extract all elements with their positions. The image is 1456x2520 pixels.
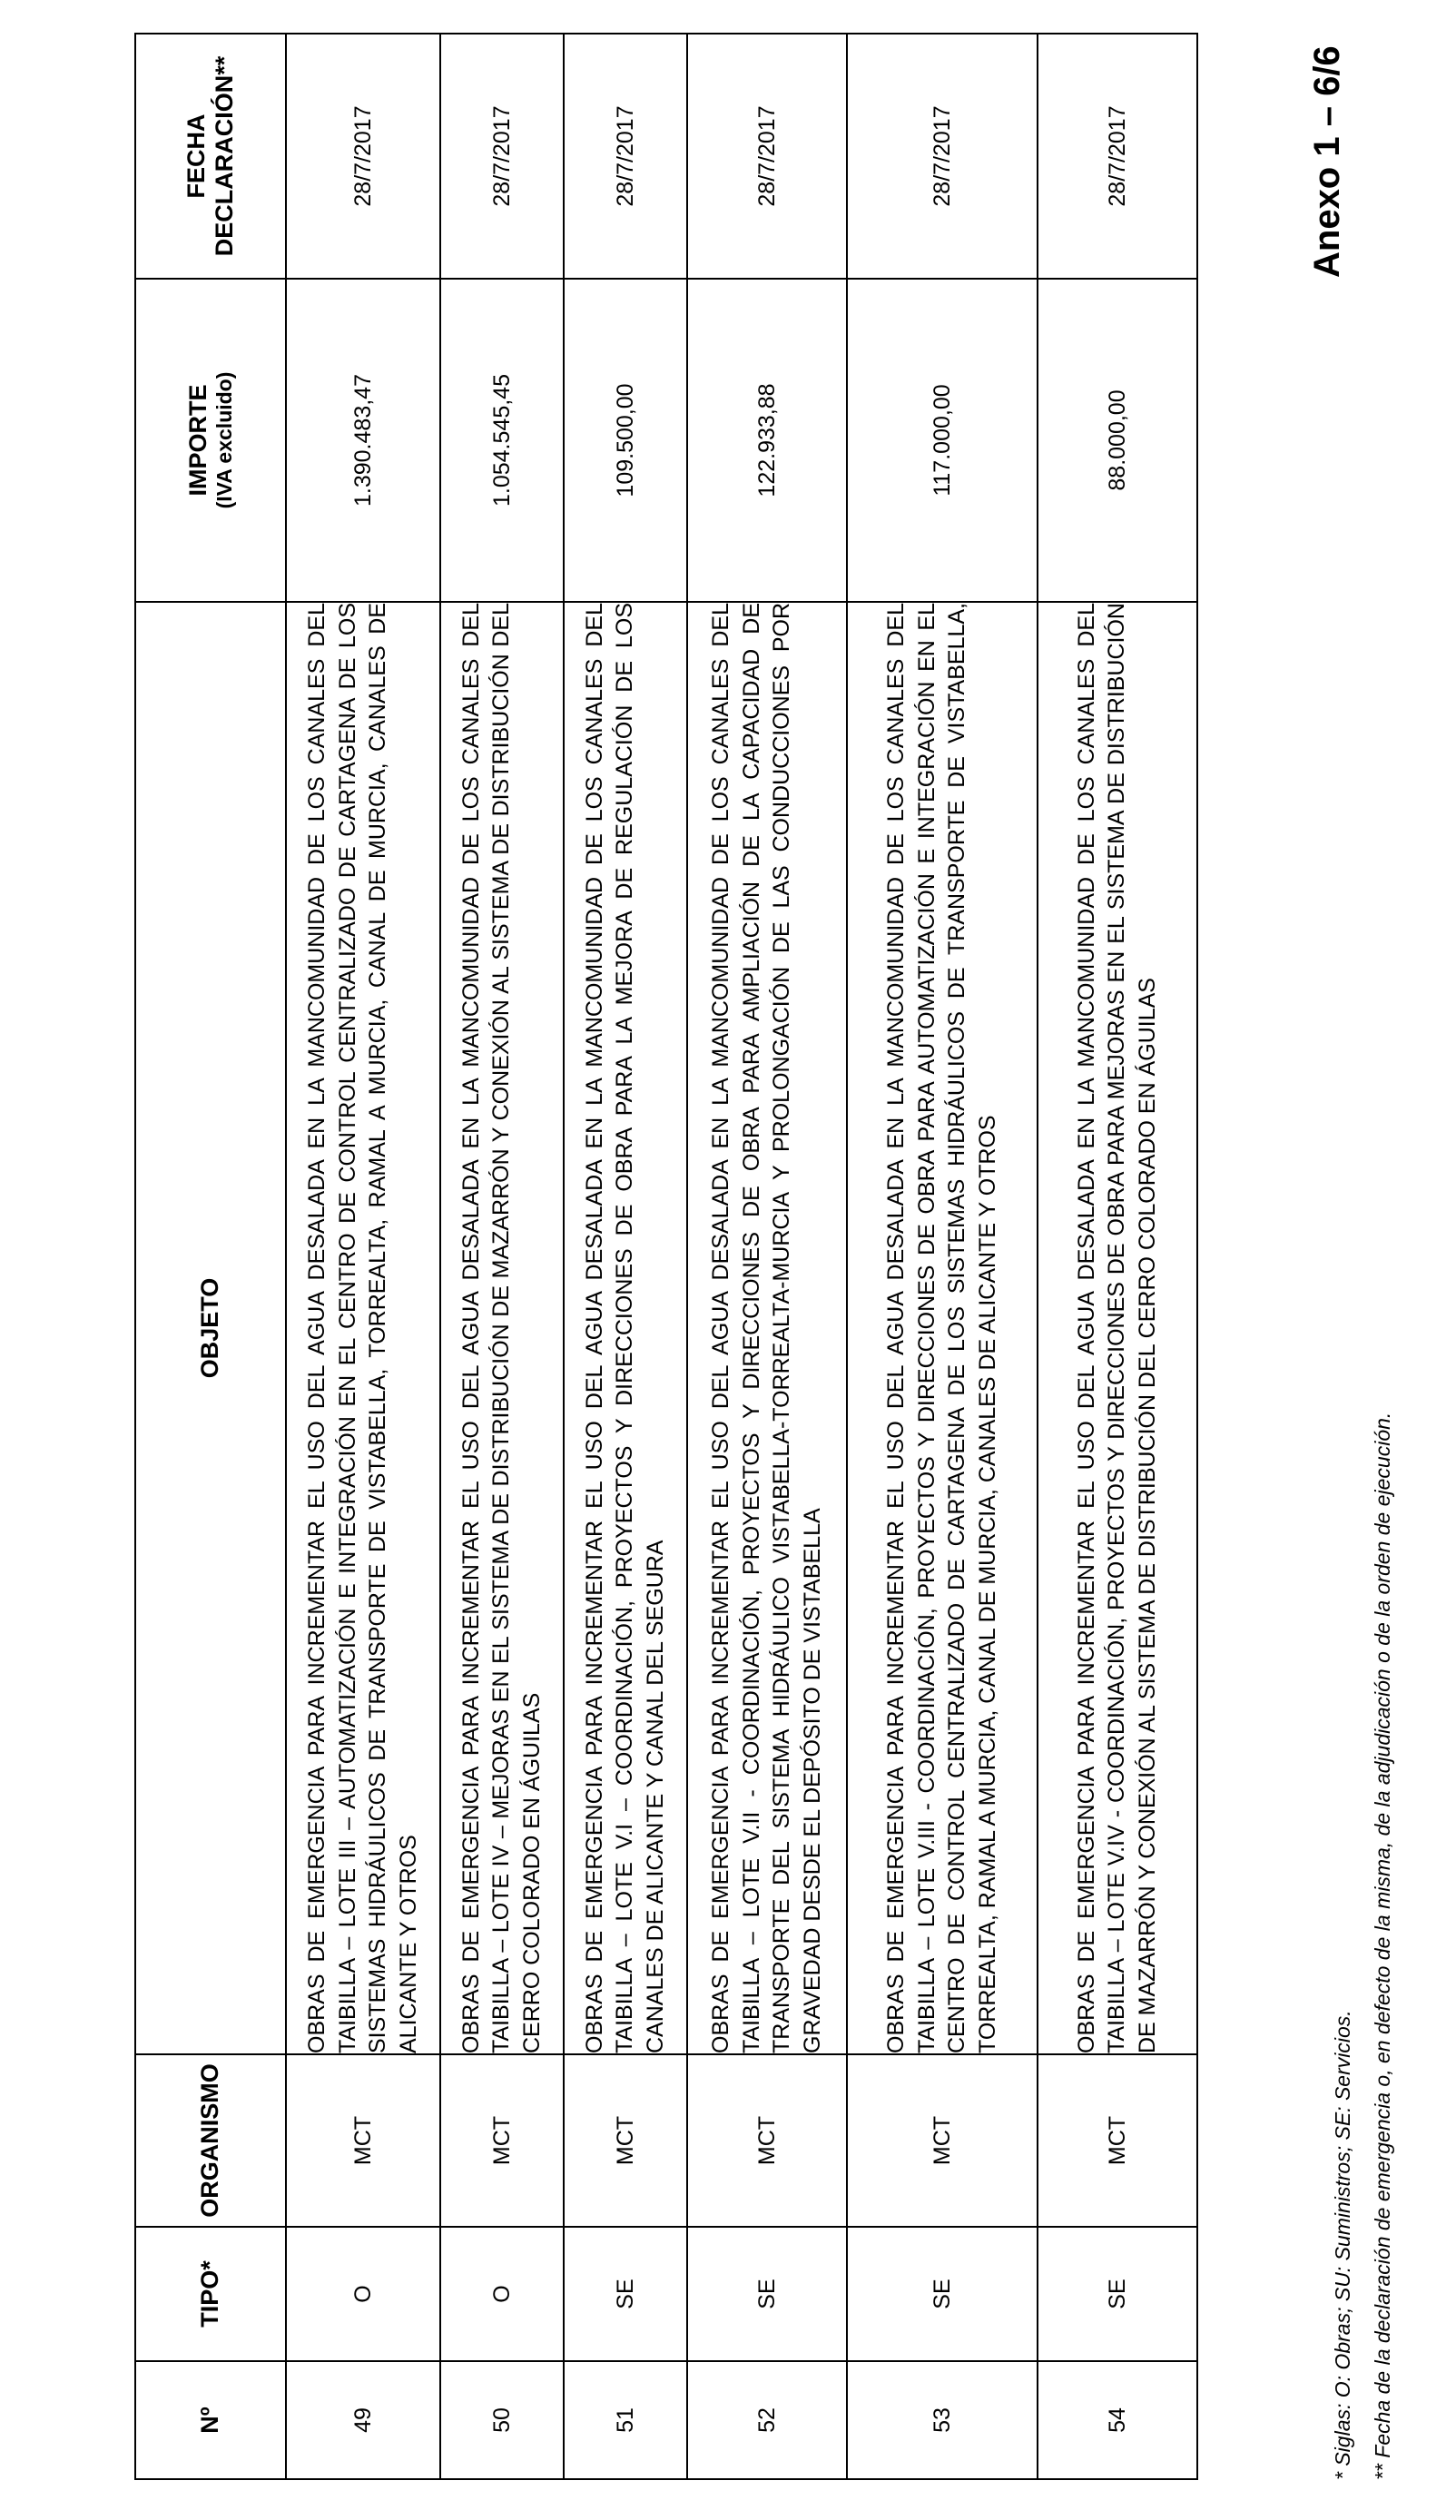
header-tipo: TIPO* (135, 2227, 286, 2361)
cell-importe: 122.933,88 (687, 279, 847, 602)
cell-organismo: MCT (286, 2054, 440, 2227)
cell-objeto: OBRAS DE EMERGENCIA PARA INCREMENTAR EL USO DEL AGUA DESALADA EN LA MANCOMUNIDAD DE LOS CANALES DEL TAIBILLA – LOTE V.II - COORDINACIÓN, PROYECTOS Y DIRECCIONES DE OBRA PARA AMPLIACIÓN DE LA CAPACIDAD DE TRANSPORTE DEL SISTEMA HIDRÁULICO VISTABELLA-TORREALTA-MURCIA Y PROLONGACIÓN DE LAS CONDUCCIONES POR GRAVEDAD DESDE EL DEPÓSITO DE VISTABELLA (687, 602, 847, 2054)
cell-fecha: 28/7/2017 (440, 34, 564, 279)
cell-objeto: OBRAS DE EMERGENCIA PARA INCREMENTAR EL USO DEL AGUA DESALADA EN LA MANCOMUNIDAD DE LOS CANALES DEL TAIBILLA – LOTE V.I – COORDINACIÓN, PROYECTOS Y DIRECCIONES DE OBRA PARA LA MEJORA DE REGULACIÓN DE LOS CANALES DE ALICANTE Y CANAL DEL SEGURA (564, 602, 687, 2054)
cell-organismo: MCT (847, 2054, 1038, 2227)
cell-tipo: SE (564, 2227, 687, 2361)
header-organismo: ORGANISMO (135, 2054, 286, 2227)
annex-title: Anexo 1 – 6/6 (1307, 45, 1347, 278)
footnote-fecha: ** Fecha de la declaración de emergencia o, en defecto de la misma, de la adjudicación o de la orden de ejecución. (1371, 1412, 1394, 2480)
cell-no: 54 (1038, 2361, 1197, 2479)
cell-tipo: SE (847, 2227, 1038, 2361)
cell-importe: 88.000,00 (1038, 279, 1197, 602)
header-objeto: OBJETO (135, 602, 286, 2054)
cell-tipo: SE (687, 2227, 847, 2361)
cell-organismo: MCT (687, 2054, 847, 2227)
cell-tipo: O (440, 2227, 564, 2361)
table-row (687, 34, 847, 2479)
footnote-siglas: * Siglas: O: Obras; SU: Suministros; SE: Servicios. (1331, 2010, 1354, 2480)
cell-no: 51 (564, 2361, 687, 2479)
cell-fecha: 28/7/2017 (564, 34, 687, 279)
cell-no: 50 (440, 2361, 564, 2479)
cell-fecha: 28/7/2017 (286, 34, 440, 279)
contracts-table (134, 33, 1198, 2480)
header-no: Nº (135, 2361, 286, 2479)
cell-objeto: OBRAS DE EMERGENCIA PARA INCREMENTAR EL USO DEL AGUA DESALADA EN LA MANCOMUNIDAD DE LOS CANALES DEL TAIBILLA – LOTE IV – MEJORAS EN EL SISTEMA DE DISTRIBUCIÓN DE MAZARRÓN Y CONEXIÓN AL SISTEMA DE DISTRIBUCIÓN DEL CERRO COLORADO EN ÁGUILAS (440, 602, 564, 2054)
cell-objeto: OBRAS DE EMERGENCIA PARA INCREMENTAR EL USO DEL AGUA DESALADA EN LA MANCOMUNIDAD DE LOS CANALES DEL TAIBILLA – LOTE III – AUTOMATIZACIÓN E INTEGRACIÓN EN EL CENTRO DE CONTROL CENTRALIZADO DE CARTAGENA DE LOS SISTEMAS HIDRÁULICOS DE TRANSPORTE DE VISTABELLA, TORREALTA, RAMAL A MURCIA, CANAL DE MURCIA, CANALES DE ALICANTE Y OTROS (286, 602, 440, 2054)
cell-importe: 1.054.545,45 (440, 279, 564, 602)
cell-organismo: MCT (564, 2054, 687, 2227)
cell-fecha: 28/7/2017 (1038, 34, 1197, 279)
cell-fecha: 28/7/2017 (847, 34, 1038, 279)
cell-tipo: O (286, 2227, 440, 2361)
header-importe-sub: (IVA excluido) (212, 371, 237, 509)
header-fecha: FECHA DECLARACIÓN** (135, 34, 286, 279)
cell-objeto: OBRAS DE EMERGENCIA PARA INCREMENTAR EL USO DEL AGUA DESALADA EN LA MANCOMUNIDAD DE LOS CANALES DEL TAIBILLA – LOTE V.III - COORDINACIÓN, PROYECTOS Y DIRECCIONES DE OBRA PARA AUTOMATIZACIÓN E INTEGRACIÓN EN EL CENTRO DE CONTROL CENTRALIZADO DE CARTAGENA DE LOS SISTEMAS HIDRÁULICOS DE TRANSPORTE DE VISTABELLA, TORREALTA, RAMAL A MURCIA, CANAL DE MURCIA, CANALES DE ALICANTE Y OTROS (847, 602, 1038, 2054)
cell-importe: 109.500,00 (564, 279, 687, 602)
table-row (847, 34, 1038, 2479)
cell-no: 49 (286, 2361, 440, 2479)
cell-objeto: OBRAS DE EMERGENCIA PARA INCREMENTAR EL USO DEL AGUA DESALADA EN LA MANCOMUNIDAD DE LOS CANALES DEL TAIBILLA – LOTE V.IV - COORDINACIÓN, PROYECTOS Y DIRECCIONES DE OBRA PARA MEJORAS EN EL SISTEMA DE DISTRIBUCIÓN DE MAZARRÓN Y CONEXIÓN AL SISTEMA DE DISTRIBUCIÓN DEL CERRO COLORADO EN ÁGUILAS (1038, 602, 1197, 2054)
table-header-row (135, 34, 286, 2479)
cell-importe: 117.000,00 (847, 279, 1038, 602)
cell-fecha: 28/7/2017 (687, 34, 847, 279)
cell-importe: 1.390.483,47 (286, 279, 440, 602)
cell-organismo: MCT (440, 2054, 564, 2227)
table-row (564, 34, 687, 2479)
cell-tipo: SE (1038, 2227, 1197, 2361)
table-row (440, 34, 564, 2479)
cell-organismo: MCT (1038, 2054, 1197, 2227)
header-importe (135, 279, 286, 602)
cell-no: 52 (687, 2361, 847, 2479)
table-row (286, 34, 440, 2479)
cell-no: 53 (847, 2361, 1038, 2479)
table-row (1038, 34, 1197, 2479)
header-importe-label: IMPORTE (184, 384, 212, 497)
